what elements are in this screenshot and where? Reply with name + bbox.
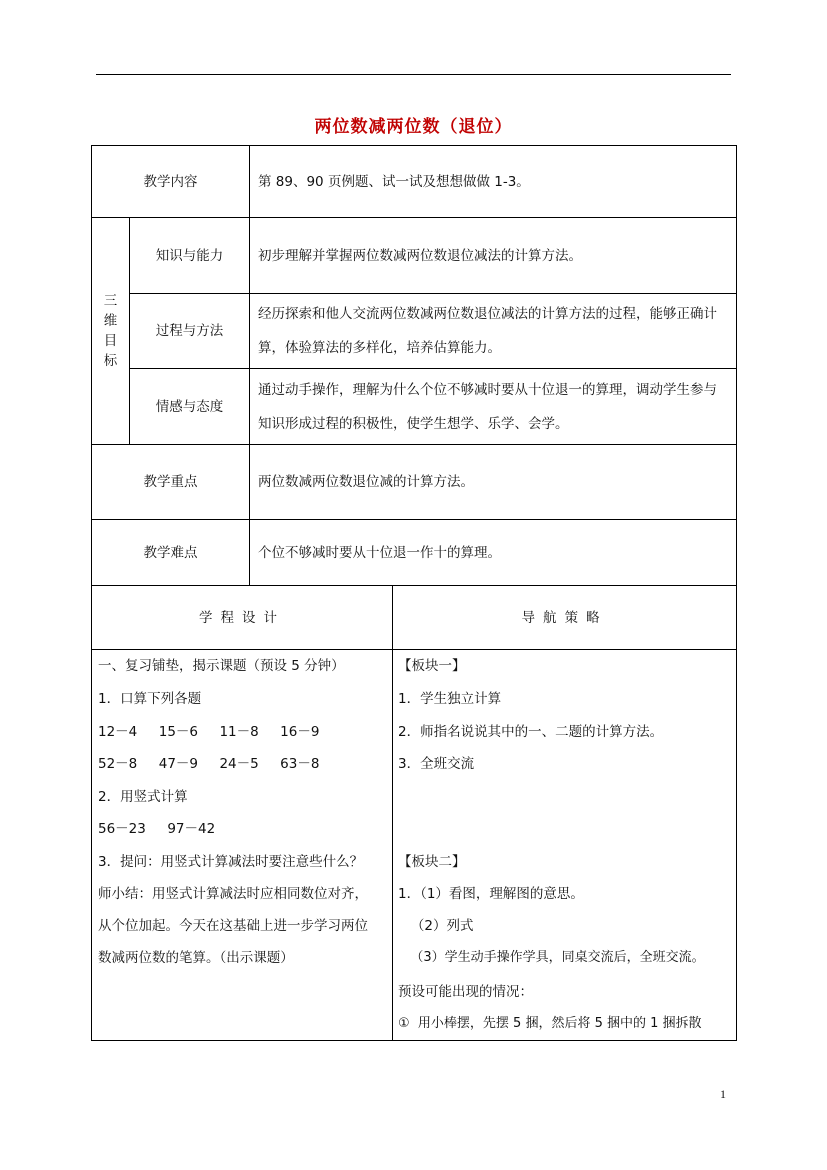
- right-line: 3．全班交流: [398, 756, 475, 772]
- key-text: 两位数减两位数退位减的计算方法。: [258, 474, 474, 490]
- difficulty-label: 教学难点: [143, 544, 198, 561]
- knowledge-text: 初步理解并掌握两位数减两位数退位减法的计算方法。: [258, 247, 582, 264]
- goals-label-cell: [91, 217, 130, 445]
- knowledge-label-cell: [129, 217, 250, 294]
- left-line: 数减两位数的笔算。（出示课题）: [98, 950, 294, 966]
- emotion-label-cell: [129, 368, 250, 445]
- knowledge-label: 知识与能力: [155, 247, 224, 264]
- page-title: 两位数减两位数（退位）: [314, 117, 513, 137]
- right-line: ① 用小棒摆，先摆 5 捆，然后将 5 捆中的 1 捆拆散: [398, 1016, 702, 1031]
- key-text-cell: [249, 444, 737, 520]
- left-line: 从个位加起。今天在这基础上进一步学习两位: [98, 918, 368, 934]
- left-line: 2．用竖式计算: [98, 789, 188, 805]
- difficulty-label-cell: [91, 519, 250, 586]
- left-line: 一、复习铺垫，揭示课题（预设 5 分钟）: [98, 658, 345, 674]
- difficulty-text: 个位不够减时要从十位退一作十的算理。: [258, 544, 501, 561]
- content-text-cell: [249, 145, 737, 218]
- right-line: （3）学生动手操作学具，同桌交流后，全班交流。: [398, 950, 705, 965]
- left-line: 师小结：用竖式计算减法时应相同数位对齐，: [98, 886, 368, 902]
- design-left-header-cell: [91, 585, 393, 650]
- knowledge-text-cell: [249, 217, 737, 294]
- process-text: 经历探索和他人交流两位数减两位数退位减法的计算方法的过程，能够正确计算，体验算法的多样化，培养估算能力。: [258, 306, 717, 356]
- right-line: （2）列式: [398, 918, 474, 934]
- right-line: 【板块二】: [398, 854, 466, 870]
- design-right-header-cell: [392, 585, 737, 650]
- right-line: 1．学生独立计算: [398, 691, 502, 707]
- goals-label: 三维目标: [103, 293, 118, 369]
- left-line: 12－4 15－6 11－8 16－9: [98, 724, 320, 740]
- page-number: 1: [720, 1087, 726, 1101]
- right-line: 1．（1）看图，理解图的意思。: [398, 886, 584, 902]
- left-line: 52－8 47－9 24－5 63－8: [98, 756, 320, 772]
- right-line: 2．师指名说说其中的一、二题的计算方法。: [398, 724, 664, 740]
- key-label: 教学重点: [143, 474, 198, 490]
- key-label-cell: [91, 444, 250, 520]
- content-label: 教学内容: [143, 173, 198, 190]
- left-line: 3．提问：用竖式计算减法时要注意些什么？: [98, 854, 364, 870]
- right-line: 预设可能出现的情况：: [398, 984, 533, 1000]
- difficulty-text-cell: [249, 519, 737, 586]
- left-line: 1．口算下列各题: [98, 691, 202, 707]
- process-text-cell: [249, 293, 737, 369]
- header-rule: [96, 74, 731, 75]
- right-line: 【板块一】: [398, 658, 466, 674]
- emotion-text: 通过动手操作，理解为什么个位不够减时要从十位退一的算理，调动学生参与知识形成过程的积极性，使学生想学、乐学、会学。: [258, 381, 717, 432]
- content-label-cell: [91, 145, 250, 218]
- design-left-header: 学程设计: [199, 609, 285, 626]
- content-text: 第 89、90 页例题、试一试及想想做做 1-3。: [258, 173, 530, 190]
- emotion-label: 情感与态度: [155, 398, 224, 415]
- process-label-cell: [129, 293, 250, 369]
- design-right-header: 导航策略: [521, 609, 608, 626]
- emotion-text-cell: [249, 368, 737, 445]
- left-line: 56－23 97－42: [98, 821, 216, 837]
- process-label: 过程与方法: [155, 323, 224, 339]
